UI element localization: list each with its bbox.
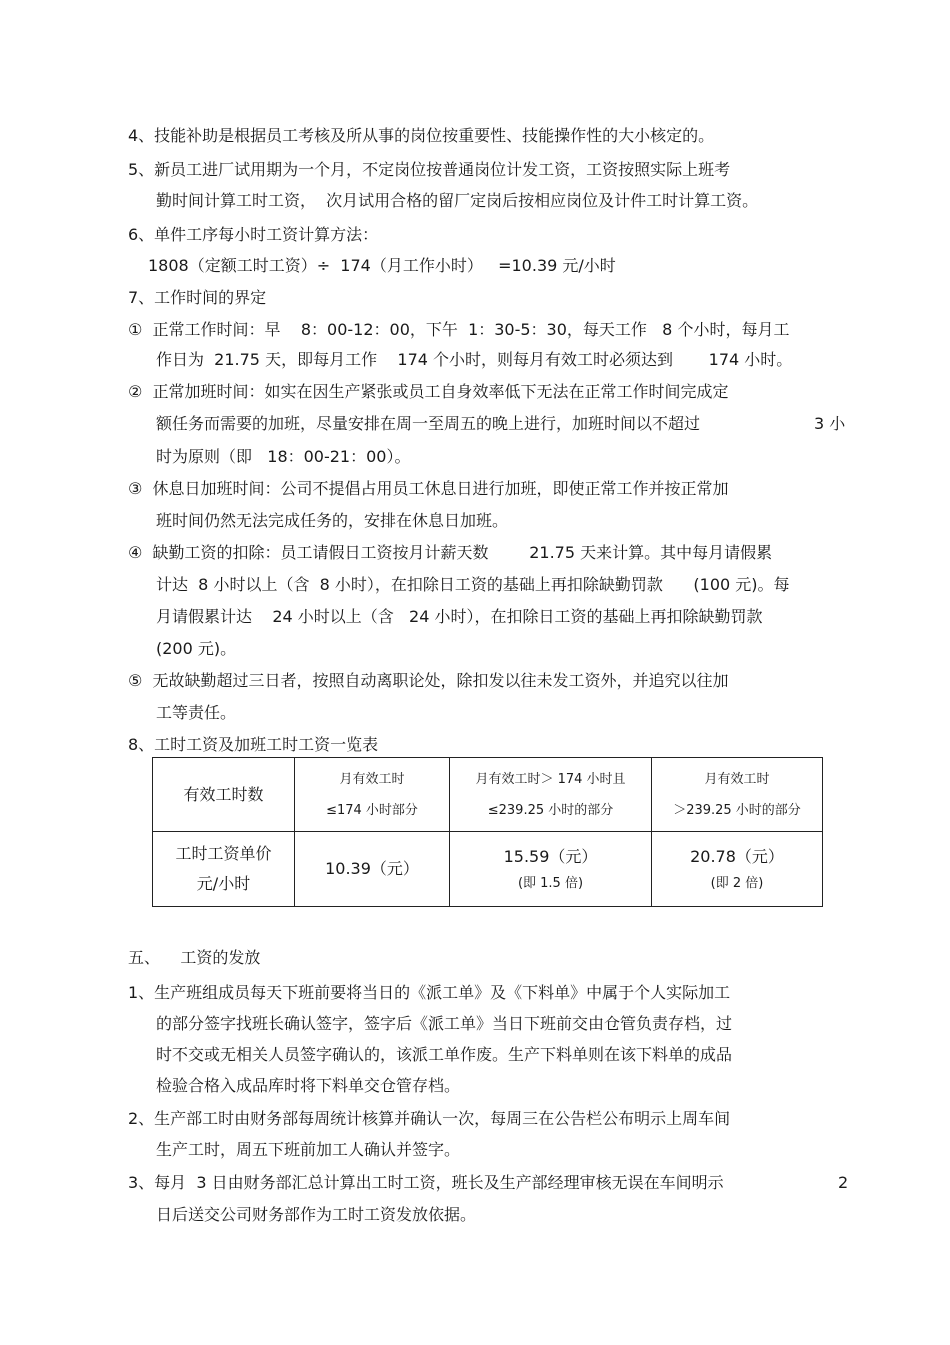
rate-tier-3 (652, 832, 823, 907)
tier-2-line-1: 月有效工时＞ 174 小时且 (475, 771, 626, 787)
clause-3-line-1: ③ 休息日加班时间：公司不提倡占用员工休息日进行加班，即使正常工作并按正常加 (128, 479, 729, 498)
clause-1-line-1: ① 正常工作时间：早 8：00-12：00，下午 1：30-5：30，每天工作 8 个小时，每月工 (128, 320, 790, 339)
clause-2-line-2-tail: 3 小 (814, 414, 846, 433)
rate-label-line-2: 元/小时 (196, 874, 251, 893)
table-rate-label (153, 832, 295, 907)
rate-tier-1: 10.39（元） (295, 832, 450, 907)
item-8-heading: 8、工时工资及加班工时工资一览表 (128, 735, 379, 754)
clause-2-line-2: 额任务而需要的加班，尽量安排在周一至周五的晚上进行，加班时间以不超过 (156, 414, 701, 433)
rate-tier-2-value: 15.59（元） (503, 847, 598, 866)
table-header-label: 有效工时数 (153, 758, 295, 832)
clause-4-line-3: 月请假累计达 24 小时以上（含 24 小时），在扣除日工资的基础上再扣除缺勤罚款 (156, 607, 763, 626)
rate-tier-2 (450, 832, 652, 907)
rate-tier-2-multiplier: (即 1.5 倍) (517, 876, 584, 891)
clause-5-line-1: ⑤ 无故缺勤超过三日者，按照自动离职论处，除扣发以往未发工资外，并追究以往加 (128, 671, 729, 690)
item-6-text: 6、单件工序每小时工资计算方法： (128, 225, 379, 244)
table-rate-row (153, 832, 823, 907)
tier-3-line-2: ＞239.25 小时的部分 (673, 802, 801, 818)
table-header-tier-3 (652, 758, 823, 832)
table-header-tier-2 (450, 758, 652, 832)
tier-2-line-2: ≤239.25 小时的部分 (487, 802, 614, 818)
item-5-line-2: 勤时间计算工时工资， 次月试用合格的留厂定岗后按相应岗位及计件工时计算工资。 (156, 191, 759, 210)
rate-label-line-1: 工时工资单价 (175, 844, 272, 863)
item-6-formula: 1808（定额工时工资）÷ 174（月工作小时） =10.39 元/小时 (148, 256, 616, 275)
clause-4-line-4: (200 元)。 (156, 639, 237, 658)
pay-2-line-1: 2、生产部工时由财务部每周统计核算并确认一次，每周三在公告栏公布明示上周车间 (128, 1109, 731, 1128)
table-header-row (153, 758, 823, 832)
item-7-heading: 7、工作时间的界定 (128, 288, 267, 307)
table-header-tier-1 (295, 758, 450, 832)
tier-3-line-1: 月有效工时 (704, 771, 770, 787)
clause-2-line-3: 时为原则（即 18：00-21：00）。 (156, 447, 411, 466)
clause-4-line-1: ④ 缺勤工资的扣除：员工请假日工资按月计薪天数 21.75 天来计算。其中每月请假累 (128, 543, 773, 562)
pay-3-line-1-tail: 2 (838, 1173, 849, 1192)
pay-2-line-2: 生产工时，周五下班前加工人确认并签字。 (156, 1140, 461, 1159)
clause-2-line-1: ② 正常加班时间：如实在因生产紧张或员工自身效率低下无法在正常工作时间完成定 (128, 382, 729, 401)
pay-3-line-2: 日后送交公司财务部作为工时工资发放依据。 (156, 1205, 477, 1224)
item-4-text: 4、技能补助是根据员工考核及所从事的岗位按重要性、技能操作性的大小核定的。 (128, 126, 715, 145)
item-5-line-1: 5、新员工进厂试用期为一个月，不定岗位按普通岗位计发工资，工资按照实际上班考 (128, 160, 731, 179)
clause-5-line-2: 工等责任。 (156, 703, 237, 722)
pay-1-line-4: 检验合格入成品库时将下料单交仓管存档。 (156, 1076, 461, 1095)
wage-table (152, 757, 823, 907)
pay-3-line-1: 3、每月 3 日由财务部汇总计算出工时工资，班长及生产部经理审核无误在车间明示 (128, 1173, 724, 1192)
section-5-heading: 五、 工资的发放 (128, 948, 261, 967)
clause-4-line-2: 计达 8 小时以上（含 8 小时），在扣除日工资的基础上再扣除缺勤罚款 (100 元)。每 (156, 575, 790, 594)
rate-tier-3-multiplier: (即 2 倍) (710, 876, 764, 891)
pay-1-line-1: 1、生产班组成员每天下班前要将当日的《派工单》及《下料单》中属于个人实际加工 (128, 983, 731, 1002)
clause-3-line-2: 班时间仍然无法完成任务的，安排在休息日加班。 (156, 511, 509, 530)
pay-1-line-3: 时不交或无相关人员签字确认的，该派工单作废。生产下料单则在该下料单的成品 (156, 1045, 733, 1064)
tier-1-line-1: 月有效工时 (339, 771, 405, 787)
tier-1-line-2: ≤174 小时部分 (326, 802, 418, 818)
rate-tier-3-value: 20.78（元） (690, 847, 784, 866)
clause-1-line-2: 作日为 21.75 天，即每月工作 174 个小时，则每月有效工时必须达到 174 小时。 (156, 350, 793, 369)
pay-1-line-2: 的部分签字找班长确认签字，签字后《派工单》当日下班前交由仓管负责存档，过 (156, 1014, 733, 1033)
